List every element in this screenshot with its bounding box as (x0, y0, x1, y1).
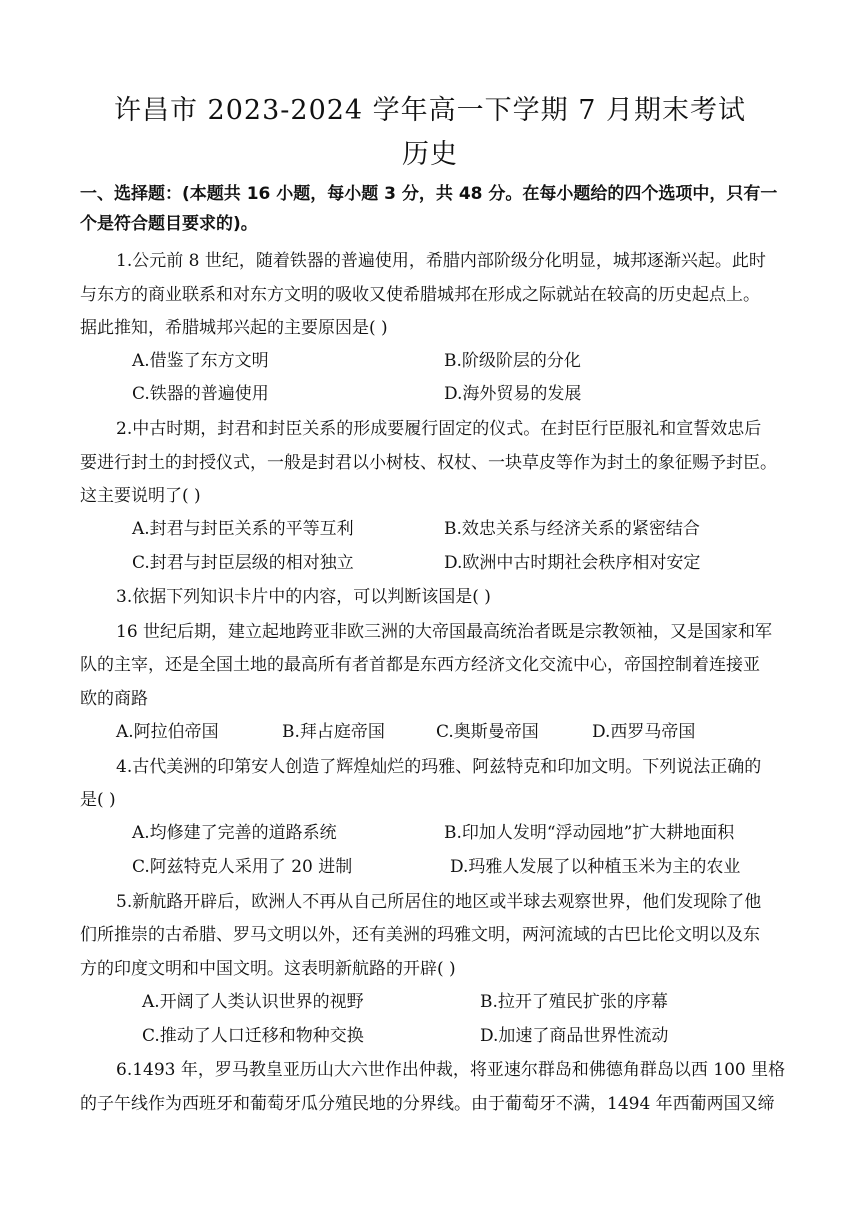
question-4-option-a[interactable]: A.均修建了完善的道路系统 (132, 823, 337, 843)
question-2-line-1: 2.中古时期，封君和封臣关系的形成要履行固定的仪式。在封臣行臣服礼和宣誓效忠后 (116, 419, 762, 439)
question-6-line-1: 6.1493 年，罗马教皇亚历山大六世作出仲裁，将亚速尔群岛和佛德角群岛以西 100 里格 (116, 1060, 786, 1080)
exam-subject: 历史 (402, 139, 458, 170)
exam-title: 许昌市 2023-2024 学年高一下学期 7 月期末考试 (113, 95, 747, 126)
question-1-option-d[interactable]: D.海外贸易的发展 (444, 384, 582, 404)
question-3-card-line-2: 队的主宰，还是全国土地的最高所有者首都是东西方经济文化交流中心，帝国控制着连接亚 (80, 655, 760, 675)
question-2-option-c[interactable]: C.封君与封臣层级的相对独立 (132, 553, 354, 573)
question-5-line-3: 方的印度文明和中国文明。这表明新航路的开辟( ) (80, 959, 456, 979)
question-4-option-c[interactable]: C.阿兹特克人采用了 20 进制 (132, 857, 353, 877)
question-3-card-line-3: 欧的商路 (80, 689, 148, 709)
question-2-option-b[interactable]: B.效忠关系与经济关系的紧密结合 (444, 519, 700, 539)
question-5-line-2: 们所推崇的古希腊、罗马文明以外，还有美洲的玛雅文明，两河流域的古巴比伦文明以及东 (80, 925, 760, 945)
question-4-option-d[interactable]: D.玛雅人发展了以种植玉米为主的农业 (450, 857, 741, 877)
question-5-line-1: 5.新航路开辟后，欧洲人不再从自己所居住的地区或半球去观察世界，他们发现除了他 (116, 892, 762, 912)
question-1-line-2: 与东方的商业联系和对东方文明的吸收又使希腊城邦在形成之际就站在较高的历史起点上。 (80, 285, 760, 305)
question-1-line-1: 1.公元前 8 世纪，随着铁器的普遍使用，希腊内部阶级分化明显，城邦逐渐兴起。此时 (116, 251, 766, 271)
question-5-option-d[interactable]: D.加速了商品世界性流动 (480, 1026, 669, 1046)
question-2-option-d[interactable]: D.欧洲中古时期社会秩序相对安定 (444, 553, 701, 573)
section-heading-line-1: 一、选择题：(本题共 16 小题，每小题 3 分，共 48 分。在每小题给的四个选项中，只有一 (80, 184, 778, 204)
question-1-option-b[interactable]: B.阶级阶层的分化 (444, 351, 581, 371)
question-2-option-a[interactable]: A.封君与封臣关系的平等互利 (132, 519, 354, 539)
section-heading-line-2: 个是符合题目要求的)。 (80, 214, 258, 234)
question-1-option-c[interactable]: C.铁器的普遍使用 (132, 384, 269, 404)
question-1-line-3: 据此推知，希腊城邦兴起的主要原因是( ) (80, 318, 388, 338)
question-2-line-2: 要进行封土的封授仪式，一般是封君以小树枝、权杖、一块草皮等作为封土的象征赐予封臣。 (80, 453, 777, 473)
question-3-option-d[interactable]: D.西罗马帝国 (592, 722, 696, 742)
question-4-option-b[interactable]: B.印加人发明“浮动园地”扩大耕地面积 (444, 823, 735, 843)
question-5-option-b[interactable]: B.拉开了殖民扩张的序幕 (480, 992, 668, 1012)
question-4-line-2: 是( ) (80, 790, 116, 810)
question-3-line-1: 3.依据下列知识卡片中的内容，可以判断该国是( ) (116, 587, 491, 607)
question-2-line-3: 这主要说明了( ) (80, 486, 201, 506)
question-5-option-c[interactable]: C.推动了人口迁移和物种交换 (142, 1026, 364, 1046)
question-3-option-b[interactable]: B.拜占庭帝国 (282, 722, 385, 742)
question-5-option-a[interactable]: A.开阔了人类认识世界的视野 (142, 992, 364, 1012)
question-3-card-line-1: 16 世纪后期，建立起地跨亚非欧三洲的大帝国最高统治者既是宗教领袖，又是国家和军 (116, 622, 773, 642)
question-3-option-c[interactable]: C.奥斯曼帝国 (436, 722, 539, 742)
question-4-line-1: 4.古代美洲的印第安人创造了辉煌灿烂的玛雅、阿兹特克和印加文明。下列说法正确的 (116, 757, 762, 777)
question-6-line-2: 的子午线作为西班牙和葡萄牙瓜分殖民地的分界线。由于葡萄牙不满，1494 年西葡两国又缔 (80, 1094, 775, 1114)
question-1-option-a[interactable]: A.借鉴了东方文明 (132, 351, 269, 371)
question-3-option-a[interactable]: A.阿拉伯帝国 (116, 722, 219, 742)
